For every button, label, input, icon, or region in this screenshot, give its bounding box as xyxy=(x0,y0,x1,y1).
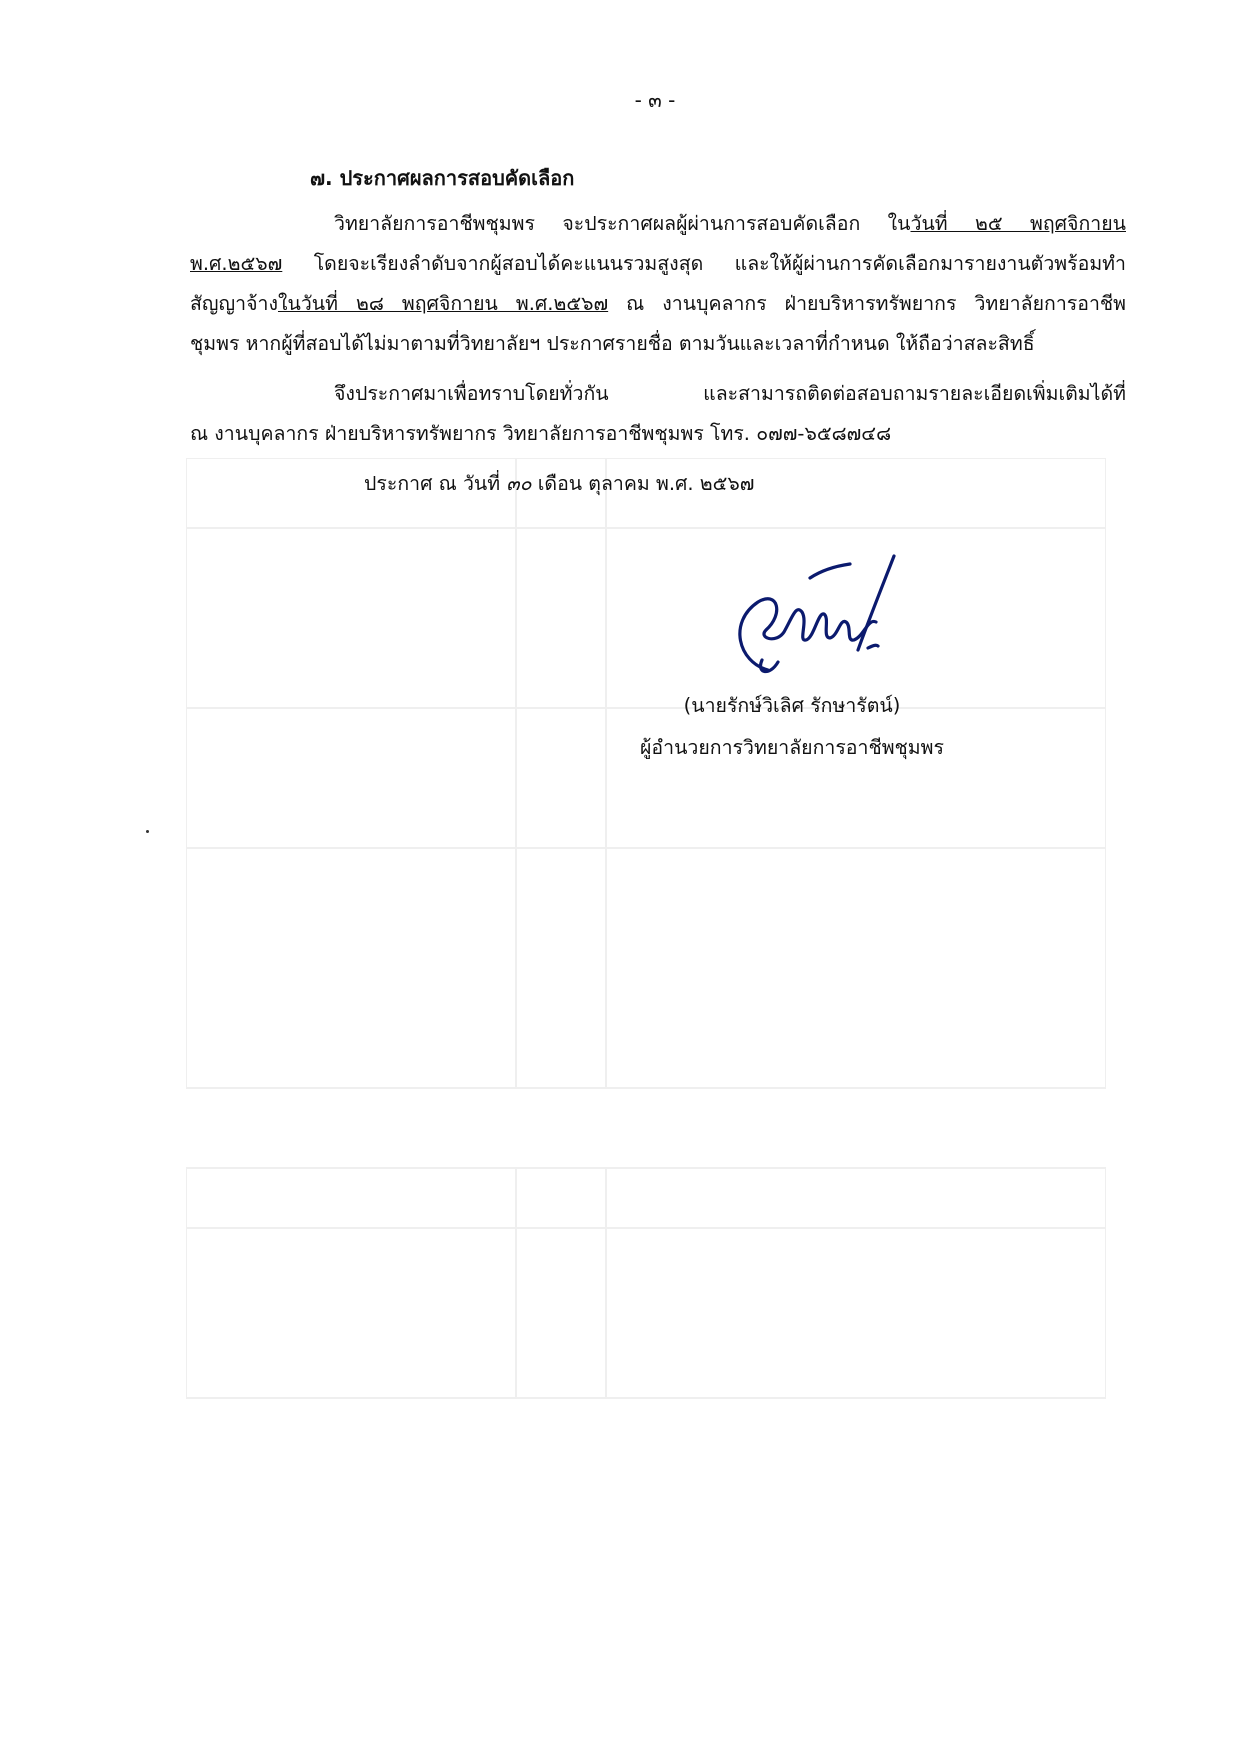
signer-name: (นายรักษ์วิเลิศ รักษารัตน์) xyxy=(683,694,901,717)
section-heading: ๗. ประกาศผลการสอบคัดเลือก xyxy=(310,166,575,190)
underlined-year: พ.ศ.๒๕๖๗ xyxy=(190,252,283,275)
issued-month-year: เดือน ตุลาคม พ.ศ. ๒๕๖๗ xyxy=(537,472,755,495)
text-span: โดยจะเรียงลำดับจากผู้สอบได้คะแนนรวมสูงสุด และให้ผู้ผ่านการคัดเลือกมารายงานตัวพร้อมทำ xyxy=(282,252,1126,275)
signer-title: ผู้อำนวยการวิทยาลัยการอาชีพชุมพร xyxy=(640,736,944,759)
paragraph-results-announcement xyxy=(190,204,1126,364)
paragraph-line xyxy=(190,204,1126,244)
paragraph-line: ณ งานบุคลากร ฝ่ายบริหารทรัพยากร วิทยาลัยการอาชีพชุมพร โทร. ๐๗๗-๖๕๘๗๔๘ xyxy=(190,422,892,445)
scan-speck xyxy=(146,830,149,833)
paragraph-line xyxy=(190,374,1126,414)
paragraph-line: ชุมพร หากผู้ที่สอบได้ไม่มาตามที่วิทยาลัยฯ ประกาศรายชื่อ ตามวันและเวลาที่กำหนด ให้ถือว่าสละสิทธิ์ xyxy=(190,332,1035,355)
underlined-date: ในวันที่ ๒๘ พฤศจิกายน พ.ศ.๒๕๖๗ xyxy=(277,292,609,315)
issued-date-line xyxy=(364,468,754,499)
issued-day-handwritten: ๓๐ xyxy=(506,472,532,495)
paragraph-line xyxy=(190,244,1126,284)
issued-prefix: ประกาศ ณ วันที่ xyxy=(364,472,501,495)
handwritten-signature xyxy=(718,552,918,692)
paragraph-contact xyxy=(190,374,1126,454)
text-span: สัญญาจ้าง xyxy=(190,292,278,315)
page-number: - ๓ - xyxy=(634,88,676,112)
show-through-artifact xyxy=(186,458,1106,1518)
text-span: ณ งานบุคลากร ฝ่ายบริหารทรัพยากร วิทยาลัยการอาชีพ xyxy=(608,292,1126,315)
underlined-date: วันที่ ๒๕ พฤศจิกายน xyxy=(910,212,1126,235)
paragraph-line xyxy=(190,284,1126,324)
text-span: วิทยาลัยการอาชีพชุมพร จะประกาศผลผู้ผ่านการสอบคัดเลือก ใน xyxy=(334,212,911,235)
text-span: จึงประกาศมาเพื่อทราบโดยทั่วกัน และสามารถติดต่อสอบถามรายละเอียดเพิ่มเติมได้ที่ xyxy=(334,382,1126,405)
